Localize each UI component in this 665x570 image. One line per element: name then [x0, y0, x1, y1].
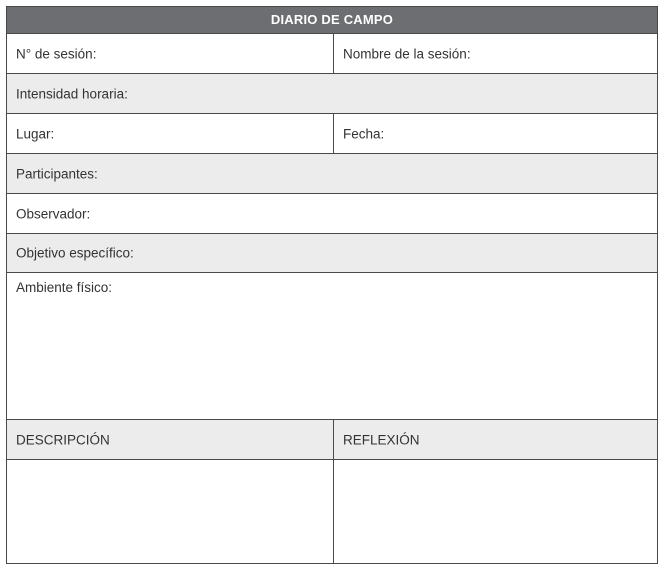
description-reflection-body-row: [7, 459, 657, 563]
hours-label: Intensidad horaria:: [16, 86, 128, 101]
reflection-label: REFLEXIÓN: [343, 432, 420, 447]
field-diary-form: [6, 6, 658, 564]
environment-label: Ambiente físico:: [16, 280, 113, 295]
description-field[interactable]: [7, 460, 333, 563]
hours-row: [7, 73, 657, 113]
participants-field[interactable]: [7, 154, 657, 193]
hours-field[interactable]: [7, 74, 657, 113]
observer-field[interactable]: [7, 194, 657, 233]
session-number-label: N° de sesión:: [16, 46, 97, 61]
objective-row: [7, 233, 657, 272]
environment-field[interactable]: [7, 273, 657, 419]
environment-row: [7, 272, 657, 419]
session-name-field[interactable]: [333, 34, 657, 73]
place-label: Lugar:: [16, 126, 55, 141]
observer-label: Observador:: [16, 206, 91, 221]
date-label: Fecha:: [343, 126, 385, 141]
place-field[interactable]: [7, 114, 333, 153]
date-field[interactable]: [333, 114, 657, 153]
place-date-row: [7, 113, 657, 153]
form-title: DIARIO DE CAMPO: [7, 7, 657, 33]
reflection-header: [333, 420, 657, 459]
description-reflection-header-row: [7, 419, 657, 459]
session-name-label: Nombre de la sesión:: [343, 46, 471, 61]
description-label: DESCRIPCIÓN: [16, 432, 110, 447]
description-header: [7, 420, 333, 459]
session-row: [7, 33, 657, 73]
reflection-field[interactable]: [333, 460, 657, 563]
participants-row: [7, 153, 657, 193]
participants-label: Participantes:: [16, 166, 98, 181]
objective-field[interactable]: [7, 234, 657, 272]
objective-label: Objetivo específico:: [16, 245, 134, 261]
observer-row: [7, 193, 657, 233]
session-number-field[interactable]: [7, 34, 333, 73]
